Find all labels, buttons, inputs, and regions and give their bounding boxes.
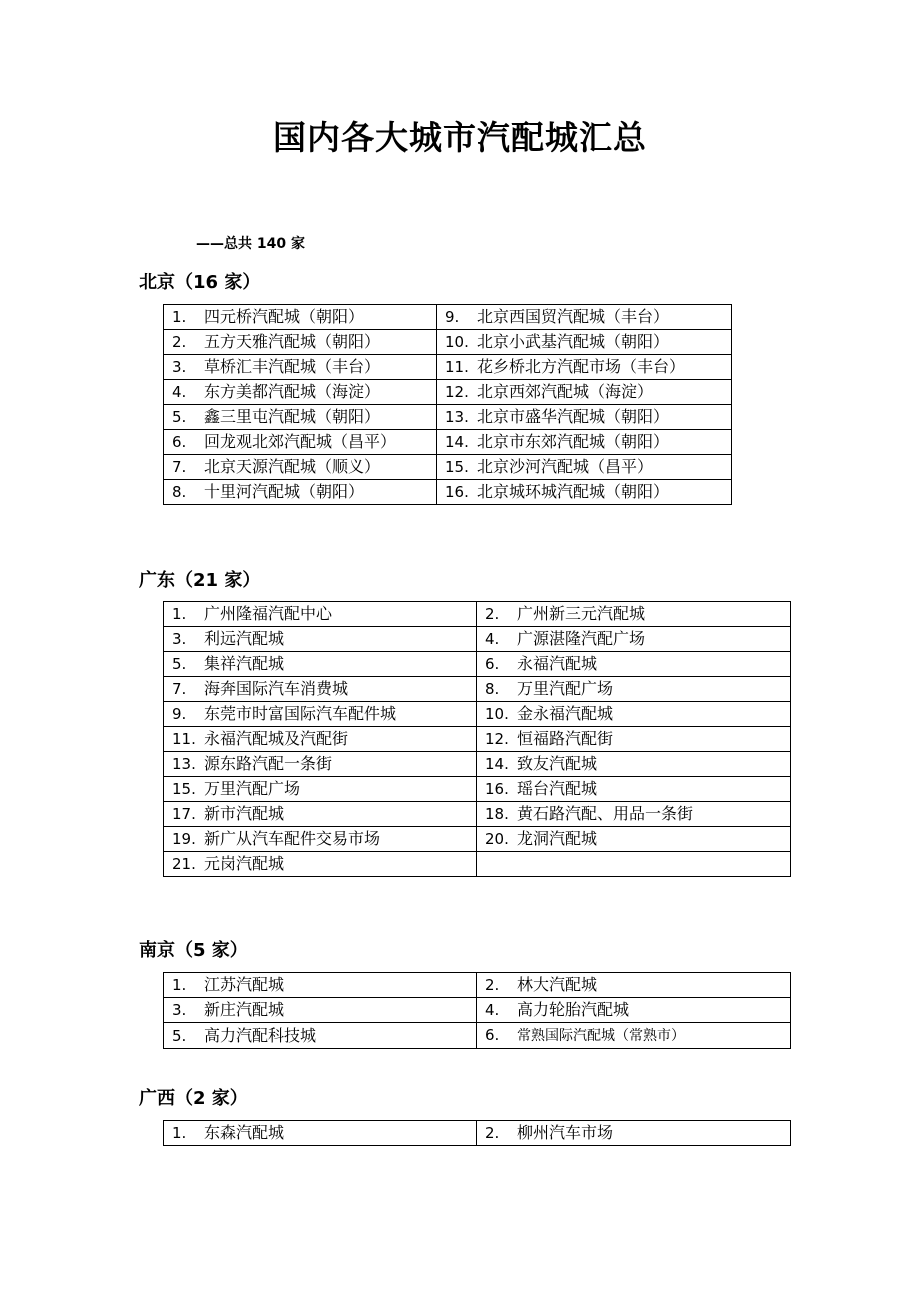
table-cell — [477, 827, 791, 852]
table-cell — [437, 405, 732, 430]
table-cell — [164, 973, 477, 998]
table-cell — [477, 777, 791, 802]
table-cell — [164, 752, 477, 777]
beijing-table — [163, 304, 732, 505]
item-number: 8. — [172, 483, 187, 501]
item-number: 4. — [172, 383, 187, 401]
item-name: 恒福路汽配街 — [517, 729, 614, 748]
table-row — [164, 727, 791, 752]
table-row — [164, 752, 791, 777]
item-number: 18. — [485, 805, 509, 823]
item-name: 五方天雅汽配城（朝阳） — [204, 332, 381, 351]
item-number: 14. — [485, 755, 509, 773]
table-row — [164, 777, 791, 802]
item-name: 源东路汽配一条街 — [204, 754, 333, 773]
table-row — [164, 430, 732, 455]
table-row — [164, 627, 791, 652]
item-number: 6. — [172, 433, 187, 451]
item-name: 北京小武基汽配城（朝阳） — [477, 332, 670, 351]
item-name: 鑫三里屯汽配城（朝阳） — [204, 407, 381, 426]
table-cell — [164, 1121, 477, 1146]
item-name: 万里汽配广场 — [204, 779, 301, 798]
item-number: 10. — [485, 705, 509, 723]
table-cell — [477, 652, 791, 677]
item-name: 北京西国贸汽配城（丰台） — [477, 307, 670, 326]
item-name: 高力轮胎汽配城 — [517, 1000, 630, 1019]
item-number: 7. — [172, 458, 187, 476]
item-name: 北京西郊汽配城（海淀） — [477, 382, 654, 401]
table-cell — [164, 330, 437, 355]
table-row — [164, 380, 732, 405]
table-cell — [164, 777, 477, 802]
item-number: 5. — [172, 408, 187, 426]
item-name: 四元桥汽配城（朝阳） — [204, 307, 365, 326]
item-number: 1. — [172, 308, 187, 326]
section-heading-nanjing: 南京（5 家） — [139, 940, 248, 961]
item-name: 东莞市时富国际汽车配件城 — [204, 704, 397, 723]
table-cell — [164, 305, 437, 330]
table-row — [164, 355, 732, 380]
item-name: 元岗汽配城 — [204, 854, 285, 873]
item-name: 广源湛隆汽配广场 — [517, 629, 646, 648]
item-number: 13. — [445, 408, 469, 426]
item-number: 19. — [172, 830, 196, 848]
table-cell — [477, 627, 791, 652]
item-number: 16. — [445, 483, 469, 501]
table-row — [164, 802, 791, 827]
item-number: 5. — [172, 1026, 187, 1045]
table-cell — [477, 702, 791, 727]
item-name: 黄石路汽配、用品一条街 — [517, 804, 694, 823]
table-cell — [164, 702, 477, 727]
section-heading-guangdong: 广东（21 家） — [139, 570, 261, 591]
table-row — [164, 305, 732, 330]
table-row — [164, 852, 791, 877]
table-cell — [477, 802, 791, 827]
item-name: 十里河汽配城（朝阳） — [204, 482, 365, 501]
table-cell — [164, 1023, 477, 1049]
item-name: 江苏汽配城 — [204, 975, 285, 994]
item-number: 21. — [172, 855, 196, 873]
item-number: 4. — [485, 1001, 500, 1019]
table-row — [164, 677, 791, 702]
table-cell — [164, 380, 437, 405]
table-cell — [164, 652, 477, 677]
table-cell — [437, 430, 732, 455]
table-row — [164, 480, 732, 505]
item-number: 3. — [172, 1001, 187, 1019]
item-name: 东森汽配城 — [204, 1123, 285, 1142]
item-name: 海奔国际汽车消费城 — [204, 679, 349, 698]
table-cell — [437, 480, 732, 505]
item-number: 6. — [485, 655, 500, 673]
table-cell — [477, 727, 791, 752]
item-number: 11. — [445, 358, 469, 376]
table-cell — [164, 727, 477, 752]
item-number: 7. — [172, 680, 187, 698]
item-name: 龙洞汽配城 — [517, 829, 598, 848]
table-cell — [437, 355, 732, 380]
table-cell — [477, 973, 791, 998]
table-cell — [437, 330, 732, 355]
table-cell — [164, 430, 437, 455]
item-number: 5. — [172, 655, 187, 673]
item-name: 北京沙河汽配城（昌平） — [477, 457, 654, 476]
item-number: 6. — [485, 1026, 500, 1044]
item-name: 常熟国际汽配城（常熟市） — [517, 1028, 685, 1044]
item-number: 9. — [172, 705, 187, 723]
table-row — [164, 455, 732, 480]
item-name: 万里汽配广场 — [517, 679, 614, 698]
item-name: 永福汽配城及汽配街 — [204, 729, 349, 748]
item-name: 金永福汽配城 — [517, 704, 614, 723]
table-cell — [164, 405, 437, 430]
item-number: 2. — [485, 976, 500, 994]
item-number: 1. — [172, 605, 187, 623]
table-cell — [477, 602, 791, 627]
table-cell — [164, 480, 437, 505]
item-number: 9. — [445, 308, 460, 326]
item-number: 2. — [485, 605, 500, 623]
item-name: 北京市盛华汽配城（朝阳） — [477, 407, 670, 426]
item-number: 17. — [172, 805, 196, 823]
item-number: 3. — [172, 630, 187, 648]
table-cell — [164, 455, 437, 480]
table-cell — [164, 677, 477, 702]
table-row — [164, 702, 791, 727]
table-cell — [164, 802, 477, 827]
table-row — [164, 998, 791, 1023]
item-number: 14. — [445, 433, 469, 451]
table-cell-empty — [477, 852, 791, 877]
table-row — [164, 330, 732, 355]
item-name: 广州隆福汽配中心 — [204, 604, 333, 623]
table-cell — [477, 752, 791, 777]
item-name: 广州新三元汽配城 — [517, 604, 646, 623]
table-cell — [437, 455, 732, 480]
guangdong-table — [163, 601, 791, 877]
item-name: 高力汽配科技城 — [204, 1025, 317, 1045]
item-name: 北京城环城汽配城（朝阳） — [477, 482, 670, 501]
item-number: 15. — [172, 780, 196, 798]
item-number: 16. — [485, 780, 509, 798]
guangxi-table — [163, 1120, 791, 1146]
item-name: 东方美都汽配城（海淀） — [204, 382, 381, 401]
item-name: 利远汽配城 — [204, 629, 285, 648]
table-cell — [164, 852, 477, 877]
section-heading-guangxi: 广西（2 家） — [139, 1088, 248, 1109]
page-title: 国内各大城市汽配城汇总 — [273, 118, 647, 157]
item-name: 北京天源汽配城（顺义） — [204, 457, 381, 476]
table-row — [164, 1121, 791, 1146]
table-cell — [477, 998, 791, 1023]
item-number: 2. — [485, 1124, 500, 1142]
table-row — [164, 827, 791, 852]
item-name: 集祥汽配城 — [204, 654, 285, 673]
item-name: 林大汽配城 — [517, 975, 598, 994]
table-cell — [437, 305, 732, 330]
item-number: 10. — [445, 333, 469, 351]
item-name: 新广从汽车配件交易市场 — [204, 829, 381, 848]
item-name: 花乡桥北方汽配市场（丰台） — [477, 357, 686, 376]
table-cell — [477, 1121, 791, 1146]
item-number: 3. — [172, 358, 187, 376]
item-number: 12. — [485, 730, 509, 748]
item-number: 20. — [485, 830, 509, 848]
item-number: 13. — [172, 755, 196, 773]
table-cell — [164, 627, 477, 652]
item-name: 永福汽配城 — [517, 654, 598, 673]
item-name: 北京市东郊汽配城（朝阳） — [477, 432, 670, 451]
table-row — [164, 405, 732, 430]
item-name: 柳州汽车市场 — [517, 1123, 614, 1142]
item-name: 回龙观北郊汽配城（昌平） — [204, 432, 397, 451]
total-count-subtitle: ——总共 140 家 — [196, 236, 305, 252]
table-row — [164, 652, 791, 677]
item-number: 11. — [172, 730, 196, 748]
section-heading-beijing: 北京（16 家） — [139, 272, 261, 293]
table-cell — [477, 1023, 791, 1049]
item-number: 1. — [172, 976, 187, 994]
item-name: 新庄汽配城 — [204, 1000, 285, 1019]
table-cell — [164, 998, 477, 1023]
item-number: 15. — [445, 458, 469, 476]
item-name: 新市汽配城 — [204, 804, 285, 823]
table-cell — [164, 355, 437, 380]
table-row — [164, 1023, 791, 1049]
table-row — [164, 973, 791, 998]
item-name: 草桥汇丰汽配城（丰台） — [204, 357, 381, 376]
item-name: 瑶台汽配城 — [517, 779, 598, 798]
item-number: 4. — [485, 630, 500, 648]
table-row — [164, 602, 791, 627]
table-cell — [164, 827, 477, 852]
item-number: 8. — [485, 680, 500, 698]
table-cell — [437, 380, 732, 405]
item-number: 2. — [172, 333, 187, 351]
table-cell — [477, 677, 791, 702]
item-name: 致友汽配城 — [517, 754, 598, 773]
table-cell — [164, 602, 477, 627]
nanjing-table — [163, 972, 791, 1049]
item-number: 12. — [445, 383, 469, 401]
item-number: 1. — [172, 1124, 187, 1142]
